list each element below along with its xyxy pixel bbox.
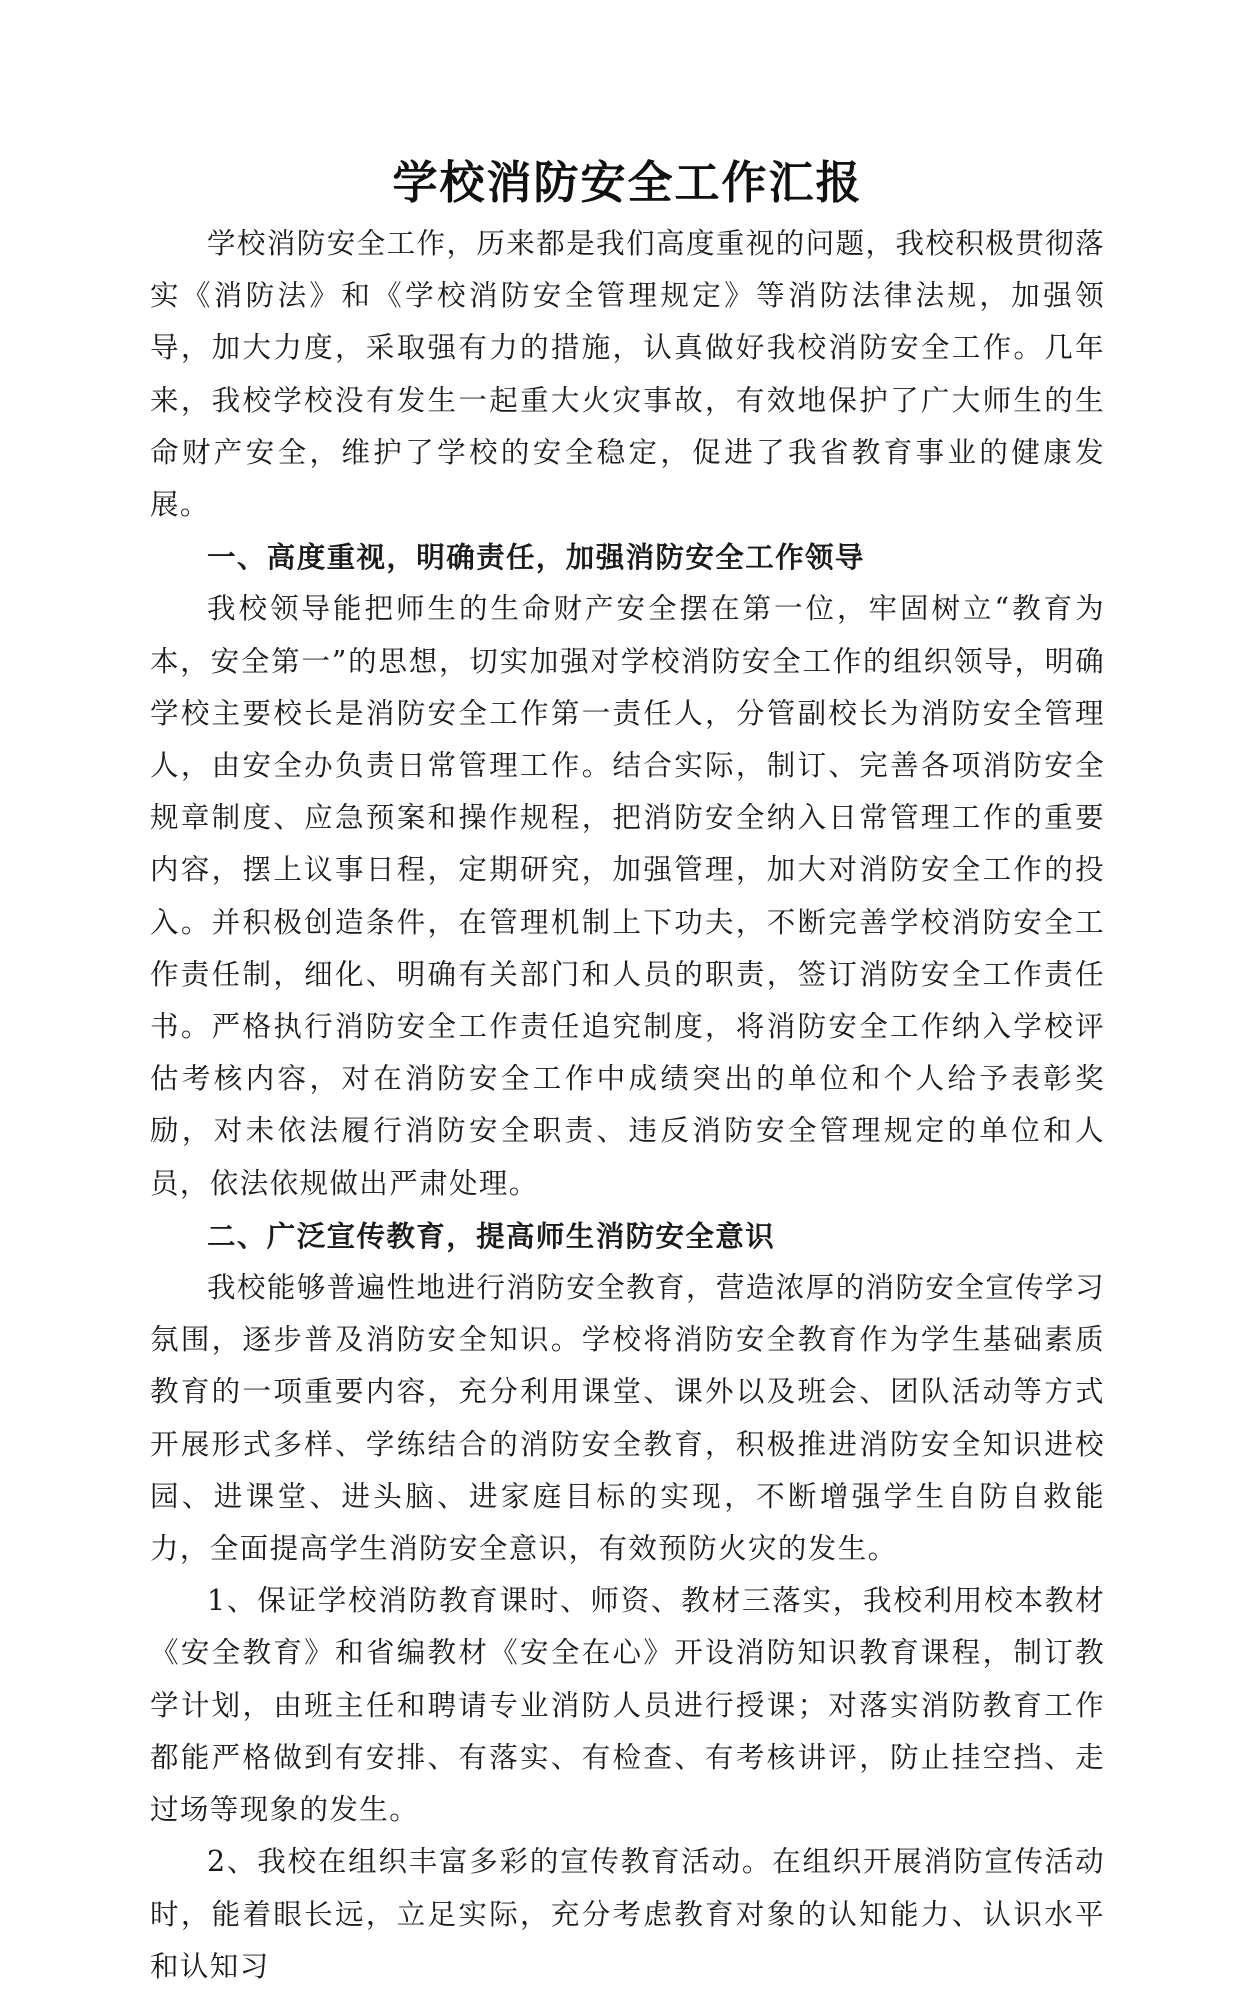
section-1-body: 我校领导能把师生的生命财产安全摆在第一位，牢固树立“教育为本，安全第一”的思想，切实加强对学校消防安全工作的组织领导，明确学校主要校长是消防安全工作第一责任人，分管副校长为消防安全管理人，由安全办负责日常管理工作。结合实际，制订、完善各项消防安全规章制度、应急预案和操作规程，把消防安全纳入日常管理工作的重要内容，摆上议事日程，定期研究，加强管理，加大对消防安全工作的投入。并积极创造条件，在管理机制上下功夫，不断完善学校消防安全工作责任制，细化、明确有关部门和人员的职责，签订消防安全工作责任书。严格执行消防安全工作责任追究制度，将消防安全工作纳入学校评估考核内容，对在消防安全工作中成绩突出的单位和个人给予表彰奖励，对未依法履行消防安全职责、违反消防安全管理规定的单位和人员，依法依规做出严肃处理。 (150, 592, 1105, 1200)
document-page (150, 150, 1105, 1993)
intro-paragraph: 学校消防安全工作，历来都是我们高度重视的问题，我校积极贯彻落实《消防法》和《学校消防安全管理规定》等消防法律法规，加强领导，加大力度，采取强有力的措施，认真做好我校消防安全工作。几年来，我校学校没有发生一起重大火灾事故，有效地保护了广大师生的生命财产安全，维护了学校的安全稳定，促进了我省教育事业的健康发展。 (150, 227, 1105, 522)
section-2-item-2: 2、我校在组织丰富多彩的宣传教育活动。在组织开展消防宣传活动时，能着眼长远，立足实际，充分考虑教育对象的认知能力、认识水平和认知习 (150, 1845, 1105, 1983)
document-title: 学校消防安全工作汇报 (392, 156, 863, 209)
section-2-item-1: 1、保证学校消防教育课时、师资、教材三落实，我校利用校本教材《安全教育》和省编教材《安全在心》开设消防知识教育课程，制订教学计划，由班主任和聘请专业消防人员进行授课；对落实消防教育工作都能严格做到有安排、有落实、有检查、有考核讲评，防止挂空挡、走过场等现象的发生。 (150, 1584, 1105, 1827)
section-2-heading: 二、广泛宣传教育，提高师生消防安全意识 (207, 1218, 776, 1253)
section-2-body: 我校能够普遍性地进行消防安全教育，营造浓厚的消防安全宣传学习氛围，逐步普及消防安全知识。学校将消防安全教育作为学生基础素质教育的一项重要内容，充分利用课堂、课外以及班会、团队活动等方式开展形式多样、学练结合的消防安全教育，积极推进消防安全知识进校园、进课堂、进头脑、进家庭目标的实现，不断增强学生自防自救能力，全面提高学生消防安全意识，有效预防火灾的发生。 (150, 1271, 1105, 1566)
section-1-heading: 一、高度重视，明确责任，加强消防安全工作领导 (207, 540, 865, 575)
